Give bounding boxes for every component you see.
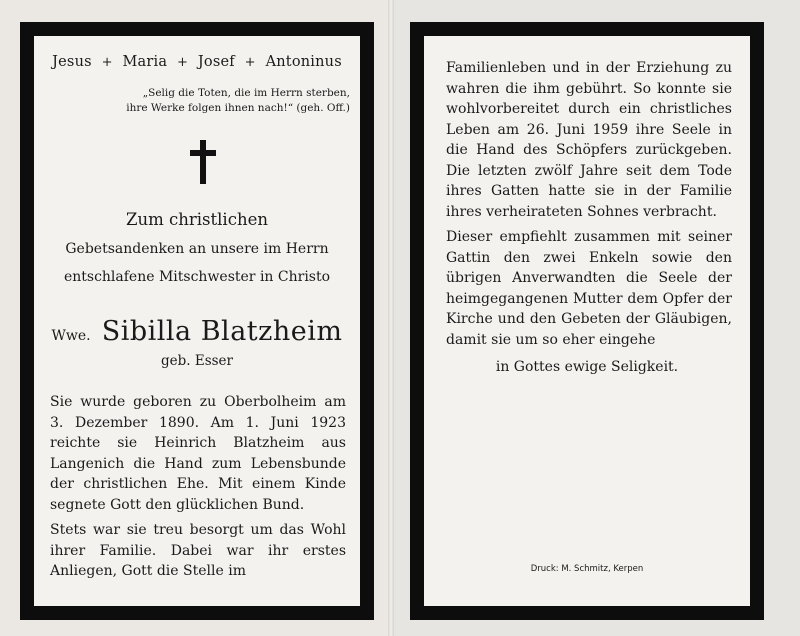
- left-page: [34, 36, 360, 606]
- printer-credit: Druck: M. Schmitz, Kerpen: [530, 564, 644, 574]
- subheading-line-1: Gebetsandenken an unsere im Herrn: [65, 241, 329, 257]
- name-antoninus: Antoninus: [265, 54, 342, 70]
- holy-names: [34, 54, 360, 70]
- quote-line-1: „Selig die Toten, die im Herrn sterben,: [142, 87, 350, 99]
- biography-paragraph-1: Sie wurde geboren zu Oberbolheim am 3. Dezember 1890. Am 1. Juni 1923 reichte sie Heinrich Blatzheim aus Langenich die Hand zum Lebensbunde der christlichen Ehe. Mit einem Kinde segnete Gott den glücklichen Bund.: [50, 394, 346, 513]
- card-fold: [388, 0, 394, 636]
- closing-line: in Gottes ewige Seligkeit.: [495, 359, 679, 375]
- name-josef: Josef: [197, 54, 235, 70]
- name-maria: Maria: [122, 54, 168, 70]
- quote-line-2: ihre Werke folgen ihnen nach!“ (geh. Off.): [126, 102, 350, 114]
- bible-quote: [80, 86, 350, 116]
- subheading-line-2: entschlafene Mitschwester in Christo: [63, 269, 331, 285]
- biography-paragraph-2: Stets war sie treu besorgt um das Wohl ihrer Familie. Dabei war ihr erstes Anliegen, Gott die Stelle im: [50, 522, 346, 579]
- deceased-name: Sibilla Blatzheim: [101, 316, 343, 347]
- heading: Zum christlichen: [126, 210, 268, 229]
- right-mourning-border: [410, 22, 764, 620]
- maiden-name: geb. Esser: [160, 353, 233, 369]
- separator-cross: +: [244, 55, 256, 70]
- name-jesus: Jesus: [52, 54, 92, 70]
- title-prefix: Wwe.: [51, 328, 91, 344]
- biography-paragraph-4: Dieser empfiehlt zusammen mit seiner Gattin den zwei Enkeln sowie den übrigen Anverwandten die Seele der heimgegangenen Mutter dem Opfer der Kirche und den Gebeten der Gläubigen, damit sie um so eher eingehe: [446, 229, 732, 348]
- cross-icon: [190, 140, 216, 184]
- deceased-name-line: [34, 316, 360, 347]
- biography-paragraph-3: Familienleben und in der Erziehung zu wahren die ihm gebührt. So konnte sie wohlvorbereitet durch ein christliches Leben am 26. Juni 1959 ihre Seele in die Hand des Schöpfers zurückgeben. Die letzten zwölf Jahre seit dem Tode ihres Gatten hatte sie in der Familie ihres verheirateten Sohnes verbracht.: [446, 60, 732, 220]
- separator-cross: +: [101, 55, 113, 70]
- right-page: [424, 36, 750, 606]
- separator-cross: +: [177, 55, 189, 70]
- left-mourning-border: [20, 22, 374, 620]
